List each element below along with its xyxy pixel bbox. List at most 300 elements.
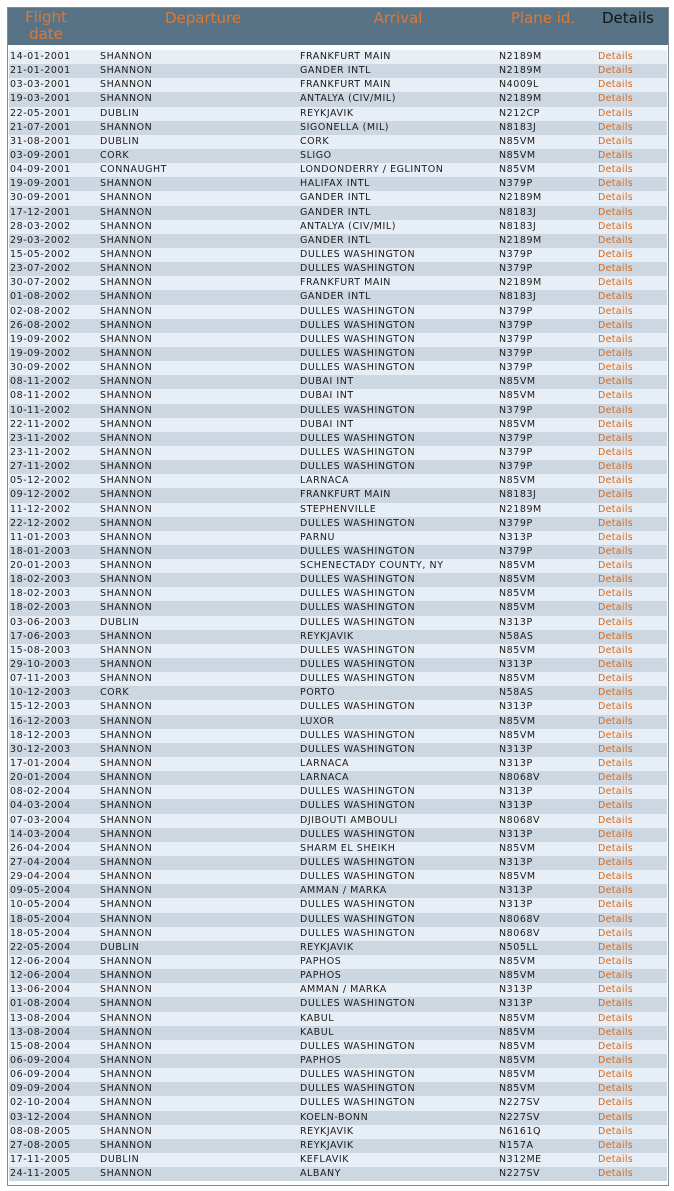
arrival-cell: DULLES WASHINGTON	[300, 673, 416, 685]
flight-date-cell: 24-11-2005	[10, 1168, 71, 1180]
plane-id-cell: N4009L	[499, 79, 539, 91]
details-link[interactable]: Details	[598, 673, 634, 685]
arrival-cell: PAPHOS	[300, 956, 342, 967]
flight-date-cell: 21-01-2001	[10, 65, 71, 77]
plane-id-cell: N313P	[499, 616, 533, 628]
table-row	[9, 488, 667, 502]
flight-date-cell: 15-08-2004	[10, 1040, 71, 1052]
plane-id-cell: N227SV	[499, 1111, 541, 1123]
details-link[interactable]: Details	[598, 1097, 634, 1109]
arrival-cell: DULLES WASHINGTON	[300, 786, 416, 798]
arrival-cell: DULLES WASHINGTON	[300, 1083, 416, 1095]
table-row	[9, 220, 667, 234]
plane-id-cell: N85VM	[499, 390, 536, 402]
arrival-cell: LARNACA	[300, 475, 350, 487]
table-row	[9, 785, 667, 799]
details-link[interactable]: Details	[598, 687, 634, 699]
details-link[interactable]: Details	[598, 927, 634, 939]
details-link[interactable]: Details	[598, 220, 634, 232]
arrival-cell: LUXOR	[300, 715, 335, 727]
flight-date-cell: 22-05-2004	[10, 941, 71, 953]
departure-cell: SHANNON	[100, 828, 153, 840]
table-row	[9, 531, 667, 545]
departure-cell: CONNAUGHT	[100, 164, 168, 176]
departure-cell: DUBLIN	[100, 107, 140, 119]
details-link[interactable]: Details	[598, 517, 634, 529]
arrival-cell: PAPHOS	[300, 970, 342, 982]
arrival-cell: KEFLAVIK	[300, 1153, 350, 1165]
details-link[interactable]: Details	[598, 616, 634, 628]
arrival-cell: PARNU	[300, 531, 336, 543]
arrival-cell: CORK	[300, 135, 330, 147]
flight-date-cell: 13-06-2004	[10, 984, 71, 996]
arrival-cell: DULLES WASHINGTON	[300, 319, 416, 331]
departure-cell: CORK	[100, 687, 130, 699]
details-link[interactable]: Details	[598, 418, 634, 430]
details-link[interactable]: Details	[598, 545, 634, 557]
flight-date-cell: 30-12-2003	[10, 743, 71, 755]
arrival-cell: DULLES WASHINGTON	[300, 347, 416, 359]
flight-date-cell: 02-10-2004	[10, 1097, 71, 1109]
departure-cell: SHANNON	[100, 1054, 153, 1066]
details-link[interactable]: Details	[598, 164, 634, 176]
details-link[interactable]: Details	[598, 828, 634, 840]
arrival-cell: PAPHOS	[300, 1054, 342, 1066]
departure-cell: SHANNON	[100, 277, 153, 289]
plane-id-cell: N312ME	[499, 1153, 542, 1165]
plane-id-cell: N313P	[499, 885, 533, 897]
details-link[interactable]: Details	[598, 1153, 634, 1165]
plane-id-cell: N505LL	[499, 941, 539, 953]
plane-id-cell: N2189M	[499, 503, 542, 515]
arrival-cell: FRANKFURT MAIN	[300, 277, 391, 289]
departure-cell: SHANNON	[100, 899, 153, 911]
details-link[interactable]: Details	[598, 446, 634, 458]
plane-id-cell: N212CP	[499, 107, 540, 119]
departure-cell: SHANNON	[100, 857, 153, 869]
plane-id-cell: N379P	[499, 446, 533, 458]
arrival-cell: DULLES WASHINGTON	[300, 362, 416, 374]
arrival-cell: SCHENECTADY COUNTY, NY	[300, 560, 444, 572]
departure-cell: SHANNON	[100, 347, 153, 359]
departure-cell: SHANNON	[100, 121, 153, 133]
flight-date-cell: 27-11-2002	[10, 461, 71, 473]
details-link[interactable]: Details	[598, 842, 634, 854]
flight-date-cell: 04-09-2001	[10, 164, 71, 176]
details-link[interactable]: Details	[598, 390, 634, 402]
flight-date-cell: 03-03-2001	[10, 79, 71, 91]
arrival-cell: LARNACA	[300, 758, 350, 770]
details-link[interactable]: Details	[598, 432, 634, 444]
details-link[interactable]: Details	[598, 1125, 634, 1137]
departure-cell: SHANNON	[100, 432, 153, 444]
flight-date-cell: 08-02-2004	[10, 786, 71, 798]
flight-date-cell: 29-04-2004	[10, 871, 71, 883]
table-row	[9, 898, 667, 912]
plane-id-cell: N8183J	[499, 206, 537, 218]
details-link[interactable]: Details	[598, 772, 634, 784]
plane-id-cell: N85VM	[499, 149, 536, 161]
plane-id-cell: N379P	[499, 305, 533, 317]
arrival-cell: SHARM EL SHEIKH	[300, 842, 396, 854]
departure-cell: SHANNON	[100, 234, 153, 246]
departure-cell: SHANNON	[100, 263, 153, 275]
table-row	[9, 983, 667, 997]
arrival-cell: DULLES WASHINGTON	[300, 616, 416, 628]
arrival-cell: DULLES WASHINGTON	[300, 828, 416, 840]
table-row	[9, 361, 667, 375]
flight-date-cell: 17-06-2003	[10, 630, 71, 642]
departure-cell: SHANNON	[100, 701, 153, 713]
departure-cell: SHANNON	[100, 333, 153, 345]
table-row	[9, 262, 667, 276]
details-link[interactable]: Details	[598, 1083, 634, 1095]
arrival-cell: GANDER INTL	[300, 234, 371, 246]
arrival-cell: DULLES WASHINGTON	[300, 927, 416, 939]
plane-id-cell: N85VM	[499, 956, 536, 967]
details-link[interactable]: Details	[598, 65, 634, 77]
flight-date-cell: 18-02-2003	[10, 602, 71, 614]
table-row	[9, 644, 667, 658]
departure-cell: SHANNON	[100, 503, 153, 515]
plane-id-cell: N313P	[499, 998, 533, 1010]
details-link[interactable]: Details	[598, 941, 634, 953]
arrival-cell: DJIBOUTI AMBOULI	[300, 814, 398, 826]
arrival-cell: SLIGO	[300, 149, 332, 161]
table-row	[9, 149, 667, 163]
departure-cell: SHANNON	[100, 715, 153, 727]
departure-cell: SHANNON	[100, 984, 153, 996]
table-row	[9, 1054, 667, 1068]
table-row	[9, 404, 667, 418]
arrival-cell: DUBAI INT	[300, 390, 354, 402]
table-row	[9, 474, 667, 488]
arrival-cell: GANDER INTL	[300, 206, 371, 218]
flight-date-cell: 05-12-2002	[10, 475, 71, 487]
departure-cell: SHANNON	[100, 517, 153, 529]
departure-cell: SHANNON	[100, 800, 153, 812]
plane-id-cell: N85VM	[499, 418, 536, 430]
flight-date-cell: 20-01-2004	[10, 772, 71, 784]
arrival-cell: DULLES WASHINGTON	[300, 857, 416, 869]
plane-id-cell: N8183J	[499, 291, 537, 303]
details-link[interactable]: Details	[598, 644, 634, 656]
arrival-cell: REYKJAVIK	[300, 107, 354, 119]
flight-date-cell: 15-08-2003	[10, 644, 71, 656]
table-row	[9, 389, 667, 403]
table-row	[9, 163, 667, 177]
plane-id-cell: N157A	[499, 1139, 534, 1151]
table-row	[9, 177, 667, 191]
plane-id-cell: N85VM	[499, 715, 536, 727]
departure-cell: CORK	[100, 149, 130, 161]
departure-cell: SHANNON	[100, 65, 153, 77]
departure-cell: SHANNON	[100, 545, 153, 557]
arrival-cell: DULLES WASHINGTON	[300, 333, 416, 345]
flight-date-cell: 06-09-2004	[10, 1069, 71, 1081]
departure-cell: SHANNON	[100, 446, 153, 458]
departure-cell: SHANNON	[100, 1083, 153, 1095]
table-row	[9, 1139, 667, 1153]
plane-id-cell: N85VM	[499, 1083, 536, 1095]
table-row	[9, 842, 667, 856]
flight-date-cell: 22-11-2002	[10, 418, 71, 430]
column-header-departure: Departure	[164, 9, 242, 27]
table-row	[9, 1026, 667, 1040]
table-header	[8, 8, 668, 45]
arrival-cell: DULLES WASHINGTON	[300, 743, 416, 755]
table-row	[9, 941, 667, 955]
departure-cell: SHANNON	[100, 743, 153, 755]
arrival-cell: KOELN-BONN	[300, 1111, 369, 1123]
details-link[interactable]: Details	[598, 121, 634, 133]
details-link[interactable]: Details	[598, 206, 634, 218]
arrival-cell: DULLES WASHINGTON	[300, 701, 416, 713]
details-link[interactable]: Details	[598, 1139, 634, 1151]
details-link[interactable]: Details	[598, 998, 634, 1010]
flight-date-cell: 19-09-2001	[10, 178, 71, 190]
details-link[interactable]: Details	[598, 588, 634, 600]
details-link[interactable]: Details	[598, 602, 634, 614]
details-link[interactable]: Details	[598, 857, 634, 869]
details-link[interactable]: Details	[598, 319, 634, 331]
departure-cell: SHANNON	[100, 842, 153, 854]
flight-date-cell: 11-12-2002	[10, 503, 71, 515]
details-link[interactable]: Details	[598, 758, 634, 770]
table-row	[9, 913, 667, 927]
table-row	[9, 616, 667, 630]
details-link[interactable]: Details	[598, 489, 634, 501]
details-link[interactable]: Details	[598, 885, 634, 897]
flight-date-cell: 18-12-2003	[10, 729, 71, 741]
table-row	[9, 1012, 667, 1026]
details-link[interactable]: Details	[598, 333, 634, 345]
column-header-plane-id: Plane id.	[510, 9, 576, 27]
table-row	[9, 729, 667, 743]
details-link[interactable]: Details	[598, 1040, 634, 1052]
departure-cell: SHANNON	[100, 758, 153, 770]
details-link[interactable]: Details	[598, 743, 634, 755]
plane-id-cell: N379P	[499, 178, 533, 190]
flight-date-cell: 12-06-2004	[10, 970, 71, 982]
details-link[interactable]: Details	[598, 630, 634, 642]
table-row	[9, 107, 667, 121]
details-link[interactable]: Details	[598, 149, 634, 161]
details-link[interactable]: Details	[598, 107, 634, 119]
table-row	[9, 446, 667, 460]
details-link[interactable]: Details	[598, 461, 634, 473]
arrival-cell: ALBANY	[300, 1168, 342, 1180]
flight-date-cell: 15-05-2002	[10, 248, 71, 260]
details-link[interactable]: Details	[598, 913, 634, 925]
details-link[interactable]: Details	[598, 1111, 634, 1123]
departure-cell: SHANNON	[100, 376, 153, 388]
plane-id-cell: N313P	[499, 984, 533, 996]
details-link[interactable]: Details	[598, 871, 634, 883]
flight-date-cell: 09-12-2002	[10, 489, 71, 501]
flight-date-cell: 18-01-2003	[10, 545, 71, 557]
details-link[interactable]: Details	[598, 305, 634, 317]
details-link[interactable]: Details	[598, 786, 634, 798]
departure-cell: SHANNON	[100, 574, 153, 586]
plane-id-cell: N379P	[499, 347, 533, 359]
departure-cell: SHANNON	[100, 178, 153, 190]
arrival-cell: DUBAI INT	[300, 418, 354, 430]
details-link[interactable]: Details	[598, 93, 634, 105]
arrival-cell: AMMAN / MARKA	[300, 885, 387, 897]
departure-cell: SHANNON	[100, 291, 153, 303]
details-link[interactable]: Details	[598, 1012, 634, 1024]
details-link[interactable]: Details	[598, 814, 634, 826]
departure-cell: SHANNON	[100, 1111, 153, 1123]
details-link[interactable]: Details	[598, 899, 634, 911]
flight-date-cell: 28-03-2002	[10, 220, 71, 232]
flight-date-cell: 16-12-2003	[10, 715, 71, 727]
flight-date-cell: 19-09-2002	[10, 333, 71, 345]
details-link[interactable]: Details	[598, 79, 634, 91]
details-link[interactable]: Details	[598, 263, 634, 275]
flight-date-cell: 08-11-2002	[10, 390, 71, 402]
details-link[interactable]: Details	[598, 248, 634, 260]
details-link[interactable]: Details	[598, 1168, 634, 1180]
plane-id-cell: N85VM	[499, 376, 536, 388]
details-link[interactable]: Details	[598, 376, 634, 388]
details-link[interactable]: Details	[598, 277, 634, 289]
flight-date-cell: 23-11-2002	[10, 446, 71, 458]
arrival-cell: DULLES WASHINGTON	[300, 1097, 416, 1109]
details-link[interactable]: Details	[598, 475, 634, 487]
details-link[interactable]: Details	[598, 404, 634, 416]
flight-date-cell: 22-12-2002	[10, 517, 71, 529]
details-link[interactable]: Details	[598, 503, 634, 515]
table-row	[9, 573, 667, 587]
details-link[interactable]: Details	[598, 701, 634, 713]
details-link[interactable]: Details	[598, 574, 634, 586]
plane-id-cell: N313P	[499, 857, 533, 869]
departure-cell: SHANNON	[100, 1069, 153, 1081]
arrival-cell: FRANKFURT MAIN	[300, 79, 391, 91]
details-link[interactable]: Details	[598, 135, 634, 147]
details-link[interactable]: Details	[598, 956, 634, 967]
details-link[interactable]: Details	[598, 1054, 634, 1066]
departure-cell: SHANNON	[100, 1012, 153, 1024]
details-link[interactable]: Details	[598, 560, 634, 572]
details-link[interactable]: Details	[598, 291, 634, 303]
details-link[interactable]: Details	[598, 729, 634, 741]
flight-date-cell: 26-04-2004	[10, 842, 71, 854]
table-row	[9, 587, 667, 601]
arrival-cell: DULLES WASHINGTON	[300, 263, 416, 275]
plane-id-cell: N85VM	[499, 673, 536, 685]
departure-cell: SHANNON	[100, 560, 153, 572]
plane-id-cell: N85VM	[499, 588, 536, 600]
table-row	[9, 884, 667, 898]
plane-id-cell: N227SV	[499, 1168, 541, 1180]
departure-cell: SHANNON	[100, 319, 153, 331]
column-header-flight-date	[10, 9, 82, 43]
arrival-cell: FRANKFURT MAIN	[300, 489, 391, 501]
flight-date-cell: 08-11-2002	[10, 376, 71, 388]
arrival-cell: LARNACA	[300, 772, 350, 784]
flight-date-cell: 13-08-2004	[10, 1012, 71, 1024]
arrival-cell: DULLES WASHINGTON	[300, 998, 416, 1010]
plane-id-cell: N379P	[499, 404, 533, 416]
flight-date-cell: 27-08-2005	[10, 1139, 71, 1151]
details-link[interactable]: Details	[598, 715, 634, 727]
details-link[interactable]: Details	[598, 800, 634, 812]
plane-id-cell: N6161Q	[499, 1125, 542, 1137]
plane-id-cell: N58AS	[499, 630, 534, 642]
details-link[interactable]: Details	[598, 347, 634, 359]
table-row	[9, 333, 667, 347]
arrival-cell: GANDER INTL	[300, 291, 371, 303]
plane-id-cell: N85VM	[499, 560, 536, 572]
arrival-cell: GANDER INTL	[300, 65, 371, 77]
departure-cell: DUBLIN	[100, 1153, 140, 1165]
details-link[interactable]: Details	[598, 659, 634, 671]
flight-date-cell: 06-09-2004	[10, 1054, 71, 1066]
arrival-cell: DULLES WASHINGTON	[300, 899, 416, 911]
flight-date-cell: 30-09-2001	[10, 192, 71, 204]
departure-cell: SHANNON	[100, 192, 153, 204]
details-link[interactable]: Details	[598, 362, 634, 374]
details-link[interactable]: Details	[598, 1026, 634, 1038]
flight-date-cell: 14-03-2004	[10, 828, 71, 840]
plane-id-cell: N313P	[499, 743, 533, 755]
arrival-cell: LONDONDERRY / EGLINTON	[300, 164, 444, 176]
table-row	[9, 135, 667, 149]
arrival-cell: DULLES WASHINGTON	[300, 404, 416, 416]
table-row	[9, 50, 667, 64]
plane-id-cell: N313P	[499, 531, 533, 543]
flight-date-cell: 30-09-2002	[10, 362, 71, 374]
details-link[interactable]: Details	[598, 984, 634, 996]
table-row	[9, 700, 667, 714]
details-link[interactable]: Details	[598, 192, 634, 204]
table-body	[9, 50, 667, 1181]
arrival-cell: REYKJAVIK	[300, 1139, 354, 1151]
plane-id-cell: N8183J	[499, 220, 537, 232]
departure-cell: SHANNON	[100, 93, 153, 105]
arrival-cell: AMMAN / MARKA	[300, 984, 387, 996]
plane-id-cell: N8183J	[499, 489, 537, 501]
flight-date-cell: 13-08-2004	[10, 1026, 71, 1038]
table-row	[9, 658, 667, 672]
arrival-cell: ANTALYA (CIV/MIL)	[300, 93, 396, 105]
details-link[interactable]: Details	[598, 970, 634, 982]
table-row	[9, 1068, 667, 1082]
table-row	[9, 715, 667, 729]
details-link[interactable]: Details	[598, 531, 634, 543]
table-row	[9, 517, 667, 531]
plane-id-cell: N2189M	[499, 65, 542, 77]
details-link[interactable]: Details	[598, 234, 634, 246]
details-link[interactable]: Details	[598, 1069, 634, 1081]
details-link[interactable]: Details	[598, 178, 634, 190]
plane-id-cell: N85VM	[499, 164, 536, 176]
plane-id-cell: N379P	[499, 319, 533, 331]
departure-cell: SHANNON	[100, 220, 153, 232]
departure-cell: SHANNON	[100, 418, 153, 430]
flight-date-cell: 18-02-2003	[10, 574, 71, 586]
table-row	[9, 630, 667, 644]
table-row	[9, 672, 667, 686]
table-row	[9, 206, 667, 220]
plane-id-cell: N85VM	[499, 1012, 536, 1024]
departure-cell: SHANNON	[100, 248, 153, 260]
table-row	[9, 955, 667, 969]
details-link[interactable]: Details	[598, 51, 634, 62]
